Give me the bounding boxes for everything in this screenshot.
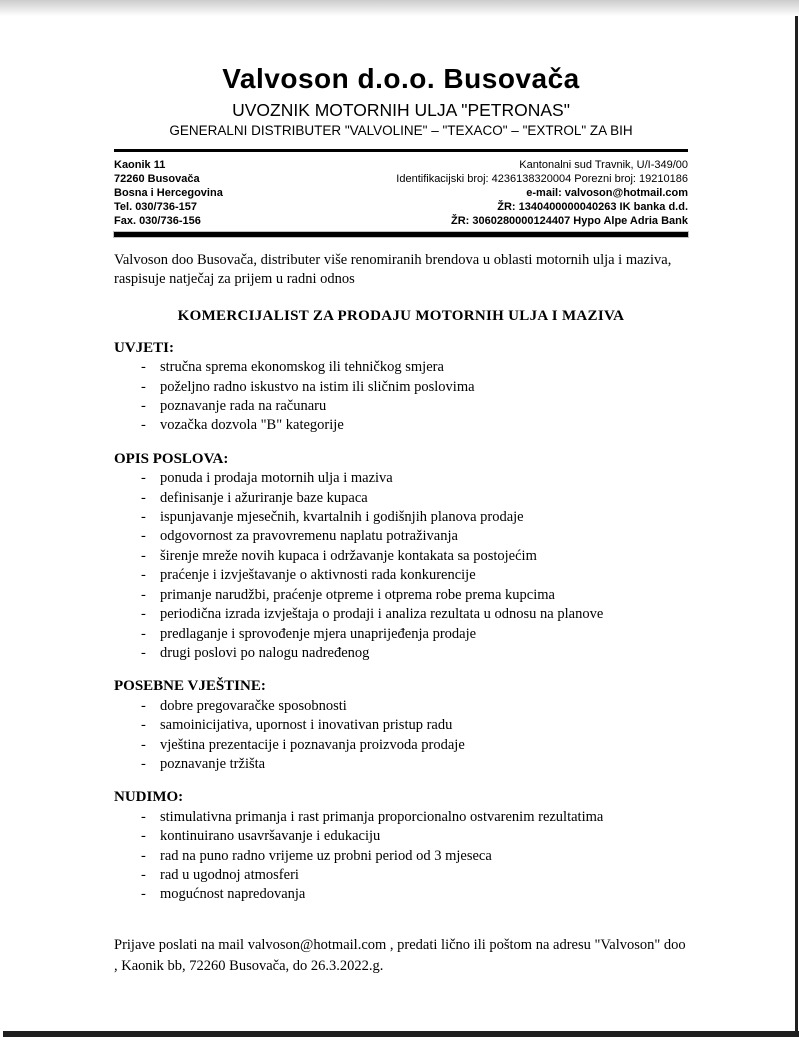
address-line: 72260 Busovača [114,173,200,185]
company-tagline-distributor: GENERALNI DISTRIBUTER "VALVOLINE" – "TEXACO" – "EXTROL" ZA BIH [169,123,633,138]
special-skills-list [114,697,688,775]
list-item: - drugi poslovi po nalogu nadređenog [114,644,688,663]
list-item: - vještina prezentacije i poznavanja proizvoda prodaje [114,736,688,755]
section-heading: POSEBNE VJEŠTINE: [114,678,266,695]
requirements-list [114,358,688,436]
list-item: - rad na puno radno vrijeme uz probni period od 3 mjeseca [114,847,688,866]
job-title: KOMERCIJALIST ZA PRODAJU MOTORNIH ULJA I MAZIVA [177,307,625,324]
section-nudimo [114,788,688,904]
email-line: e-mail: valvoson@hotmail.com [526,187,688,199]
section-uvjeti [114,339,688,436]
address-line: Kaonik 11 [114,159,166,171]
id-tax-number-line: Identifikacijski broj: 4236138320004 Porezni broj: 19210186 [396,173,688,185]
contact-block [114,158,688,228]
bank-account-line: ŽR: 1340400000040263 IK banka d.d. [497,201,688,213]
list-item: - vozačka dozvola "B" kategorije [114,416,688,435]
section-opis-poslova [114,450,688,663]
bank-account-line: ŽR: 3060280000124407 Hypo Alpe Adria Bank [450,215,688,227]
court-registry-line: Kantonalni sud Travnik, U/I-349/00 [519,159,688,171]
list-item: - praćenje i izvještavanje o aktivnosti rada konkurencije [114,566,688,585]
list-item: - poznavanje tržišta [114,755,688,774]
list-item: - kontinuirano usavršavanje i edukaciju [114,827,688,846]
section-heading: UVJETI: [114,339,175,356]
list-item: - ponuda i prodaja motornih ulja i maziva [114,469,688,488]
application-instructions: Prijave poslati na mail valvoson@hotmail.com , predati lično ili poštom na adresu "Valvoson" doo , Kaonik bb, 72260 Busovača, do 26.3.2022.g. [114,936,686,974]
list-item: - ispunjavanje mjesečnih, kvartalnih i godišnjih planova prodaje [114,508,688,527]
horizontal-rule-top [114,149,688,152]
list-item: - predlaganje i sprovođenje mjera unaprijeđenja prodaje [114,625,688,644]
list-item: - poznavanje rada na računaru [114,397,688,416]
company-letterhead [114,62,688,139]
viewer-bottom-edge [3,1031,799,1037]
list-item: - rad u ugodnoj atmosferi [114,866,688,885]
list-item: - periodična izrada izvještaja o prodaji i analiza rezultata u odnosu na planove [114,605,688,624]
fax-line: Fax. 030/736-156 [114,215,201,227]
registry-column [396,158,688,228]
company-tagline-importer: UVOZNIK MOTORNIH ULJA "PETRONAS" [232,100,570,120]
list-item: - mogućnost napredovanja [114,885,688,904]
list-item: - samoinicijativa, upornost i inovativan pristup radu [114,716,688,735]
section-posebne-vjestine [114,677,688,774]
list-item: - dobre pregovaračke sposobnosti [114,697,688,716]
list-item: - primanje narudžbi, praćenje otpreme i otprema robe prema kupcima [114,586,688,605]
horizontal-rule-bottom [114,232,688,237]
list-item: - stimulativna primanja i rast primanja proporcionalno ostvarenim rezultatima [114,808,688,827]
section-heading: OPIS POSLOVA: [114,450,229,467]
address-line: Bosna i Hercegovina [114,187,223,199]
section-heading: NUDIMO: [114,789,184,806]
job-description-list [114,469,688,663]
viewer-right-edge [795,16,798,1033]
phone-line: Tel. 030/736-157 [114,201,197,213]
offer-list [114,808,688,905]
address-column [114,158,223,228]
company-name: Valvoson d.o.o. Busovača [222,63,580,94]
list-item: - stručna sprema ekonomskog ili tehničkog smjera [114,358,688,377]
list-item: - odgovornost za pravovremenu naplatu potraživanja [114,527,688,546]
list-item: - definisanje i ažuriranje baze kupaca [114,489,688,508]
list-item: - širenje mreže novih kupaca i održavanje kontakata sa postojećim [114,547,688,566]
intro-paragraph: Valvoson doo Busovača, distributer više renomiranih brendova u oblasti motornih ulja i maziva, raspisuje natječaj za prijem u radni odnos [114,252,672,288]
list-item: - poželjno radno iskustvo na istim ili sličnim poslovima [114,378,688,397]
